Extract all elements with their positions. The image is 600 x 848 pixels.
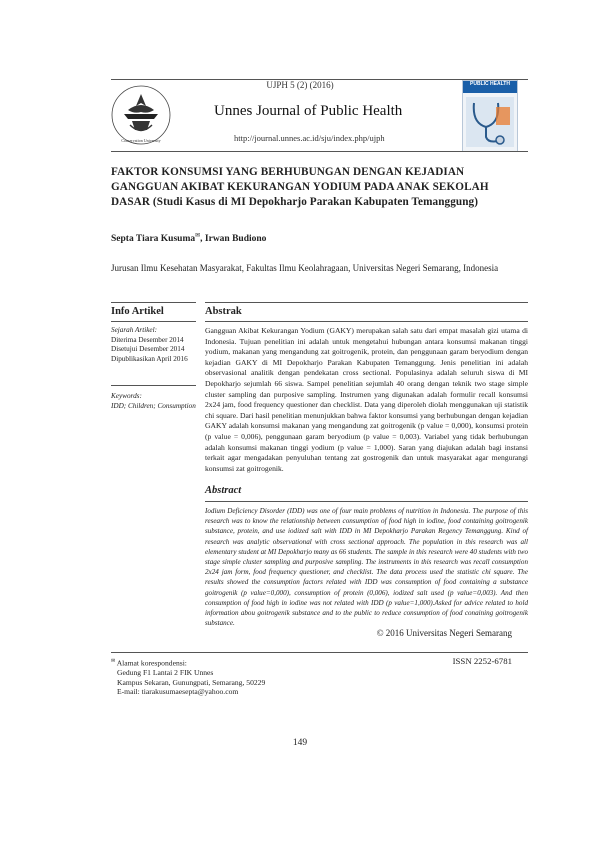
- abstrak-heading-rule: [205, 321, 528, 322]
- email-line[interactable]: E-mail: tiarakusumaesepta@yahoo.com: [117, 687, 239, 697]
- page-number: 149: [292, 738, 308, 748]
- abstrak-text: Gangguan Akibat Kekurangan Yodium (GAKY) merupakan salah satu dari empat masalah gizi utama di Indonesia. Tujuan penelitian ini adalah untuk mengetahui hubungan antara konsumsi makanan tinggi yodium, makanan yang mengandung zat goitrogenik, protein, dan penggunaan garam beryodium dengan kejadian GAKY di MI Depokharjo Parakan Kabupaten Temanggung. Jenis penelitian ini adalah observasional analitik dengan pendekatan cross sectional. Populasinya adalah seluruh siswa di MI Depokharjo sejumlah 66 siswa. Sampel penelitian sejumlah 40 orang dengan teknik two stage simple cluster sampling dan purposive sampling. Instrumen yang digunakan adalah formulir recall konsumsi 2x24 jam, food frequency questioner dan checklist. Data yang diperoleh diolah menggunakan uji statistik chi square. Dari hasil penelitian menunjukkan bahwa faktor konsumsi yang berhubungan dengan kejadian GAKY adalah konsumsi makanan yang mengandung zat goitrogenik (p value = 0,000), konsumsi protein (p value = 0,006), penggunaan garam beryodium (p value = 0,003). Variabel yang tidak berhubungan adalah konsumsi makanan tinggi yodium (p value = 1,000). Saran yang diajukan adalah bagi instansi terkait agar mengadakan penyuluhan tentang zat gostrogenik dan untuk masyarakat agar mengurangi konsumsi zat goitrogenik.: [205, 326, 528, 473]
- author-separator: ,: [200, 234, 205, 245]
- keywords: IDD; Children; Consumption: [111, 401, 196, 410]
- keywords-block: [111, 392, 199, 411]
- author-1: Septa Tiara Kusuma: [111, 234, 196, 245]
- abstract-text: Iodium Deficiency Disorder (IDD) was one of four main problems of nutrition in Indonesia. The purpose of this research was to know the relationship between consumption of food high in iodine, food containing goitrogenik substance, protein, and use iodized salt with IDD in MI Depokharjo Parakan Regency Temanggung. Kind of research was analytic observational with cross sectional approach. The population in this research was all elementary student at MI Depokharjo many as 66 students. The sample in this research were 40 students with two stage simple cluster sampling and purposive sampling. The instruments in this research was recall consumption 2x24 jam form, food frequency questioner, and checklist. The data process used the statistic chi square. The results showed the consumption factors related with IDD was consumption of food containing a substance goitrogenik (p value=0,000), consumption of protein (0,006), iodized salt used (p value=0,003). And then consumption of food high in iodine was not related with IDD (p value=1,000).Asked for advice related to hold information abou goitrogenik substance and to the public to reduce consumption of food conaining goitrogenik substance.: [205, 507, 528, 628]
- issn: ISSN 2252-6781: [452, 656, 512, 666]
- published-date: Dipublikasikan April 2016: [111, 354, 188, 363]
- affiliation: Jurusan Ilmu Kesehatan Masyarakat, Fakultas Ilmu Keolahragaan, Universitas Negeri Semarang, Indonesia: [111, 263, 499, 273]
- abstrak-top-rule: [205, 302, 528, 303]
- logo-text: Conservation University: [121, 138, 161, 143]
- footer-rule: [111, 652, 528, 653]
- stethoscope-icon: [466, 97, 514, 147]
- approved-date: Disetujui Desember 2014: [111, 345, 185, 353]
- authors-line: [111, 232, 266, 244]
- info-heading-rule: [111, 321, 196, 322]
- correspondence-mark: ✉: [195, 233, 201, 239]
- keywords-label: Keywords:: [111, 392, 142, 400]
- info-heading: Info Artikel: [111, 306, 164, 317]
- received-date: Diterima Desember 2014: [111, 335, 184, 344]
- footer-correspondence-mark: ✉: [111, 659, 116, 664]
- abstract-heading: Abstract: [205, 485, 242, 496]
- correspondence-block: [111, 657, 371, 697]
- article-history: [111, 326, 199, 364]
- address-line-1: Gedung F1 Lantai 2 FIK Unnes: [117, 668, 214, 678]
- copyright: © 2016 Universitas Negeri Semarang: [376, 628, 512, 638]
- journal-volume: UJPH 5 (2) (2016): [266, 80, 334, 90]
- cover-title: PUBLIC HEALTH: [470, 81, 510, 87]
- address-line-2: Kampus Sekaran, Gunungpati, Semarang, 50229: [117, 677, 266, 687]
- correspondence-label: Alamat korespondensi:: [116, 658, 187, 668]
- abstract-heading-rule: [205, 501, 528, 502]
- university-logo: [110, 84, 172, 146]
- history-label: Sejarah Artikel:: [111, 326, 157, 334]
- header-bottom-rule: [111, 151, 528, 152]
- author-2: Irwan Budiono: [204, 234, 267, 245]
- info-top-rule: [111, 302, 196, 303]
- abstrak-heading: Abstrak: [205, 306, 242, 317]
- journal-url[interactable]: http://journal.unnes.ac.id/sju/index.php/ujph: [234, 133, 385, 143]
- header-top-rule: [111, 79, 528, 80]
- keywords-rule: [111, 385, 196, 386]
- journal-title: Unnes Journal of Public Health: [214, 103, 403, 119]
- article-title: FAKTOR KONSUMSI YANG BERHUBUNGAN DENGAN KEJADIAN GANGGUAN AKIBAT KEKURANGAN YODIUM PADA ANAK SEKOLAH DASAR (Studi Kasus di MI Depokharjo Parakan Kabupaten Temanggung): [111, 166, 489, 208]
- journal-cover-image: [462, 80, 518, 152]
